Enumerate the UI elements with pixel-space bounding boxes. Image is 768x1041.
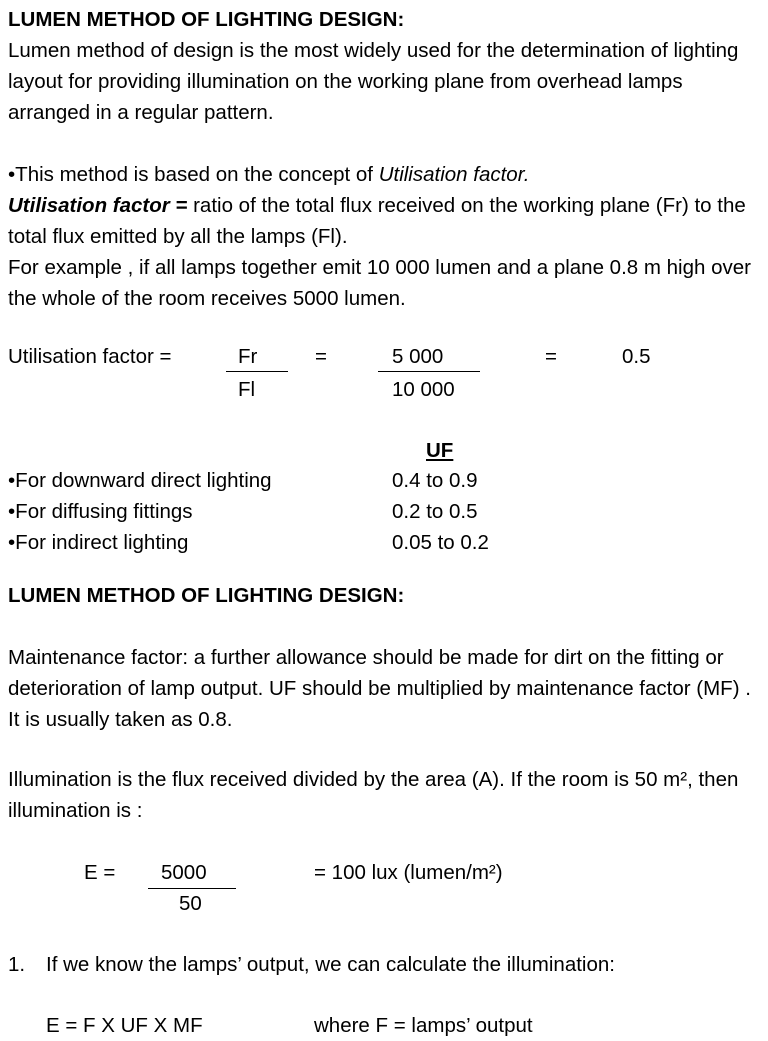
uf-row-value: 0.05 to 0.2	[392, 531, 489, 554]
uf-table-header: UF	[426, 439, 454, 462]
intro-paragraph: Lumen method of design is the most widely used for the determination of lighting layout for providing illumination on the working plane from overhead lamps arranged in a regular pattern.	[8, 39, 739, 124]
formula-left: E = F X UF X MF	[46, 1014, 203, 1037]
uf-eq-num1: Fr	[238, 345, 258, 368]
concept-prefix: •This method is based on the concept of	[8, 163, 379, 186]
uf-term: Utilisation factor =	[8, 194, 188, 217]
document-page	[8, 4, 760, 314]
uf-eq-fraction-line-2	[378, 371, 480, 372]
uf-eq-num2: 5 000	[392, 345, 444, 368]
concept-term: Utilisation factor.	[378, 163, 530, 186]
uf-eq-equals-1: =	[315, 345, 327, 368]
example-paragraph: For example , if all lamps together emit 10 000 lumen and a plane 0.8 m high over the whole of the room receives 5000 lumen.	[8, 256, 751, 310]
uf-eq-den2: 10 000	[392, 378, 455, 401]
e-eq-num: 5000	[161, 861, 207, 884]
e-eq-den: 50	[179, 892, 202, 915]
uf-eq-den1: Fl	[238, 378, 256, 401]
uf-row-label: •For indirect lighting	[8, 531, 189, 554]
formula-right: where F = lamps’ output	[314, 1014, 533, 1037]
uf-eq-label: Utilisation factor =	[8, 345, 172, 368]
maintenance-paragraph: Maintenance factor: a further allowance should be made for dirt on the fitting or deterioration of lamp output. UF should be multiplied by maintenance factor (MF) . It is usually taken as 0.8.	[8, 646, 751, 731]
illumination-paragraph: Illumination is the flux received divided by the area (A). If the room is 50 m², then illumination is :	[8, 768, 739, 822]
uf-eq-fraction-line-1	[226, 371, 288, 372]
uf-row-label: •For downward direct lighting	[8, 469, 272, 492]
section2-heading: LUMEN METHOD OF LIGHTING DESIGN:	[8, 584, 405, 607]
uf-row-label: •For diffusing fittings	[8, 500, 193, 523]
uf-row-value: 0.2 to 0.5	[392, 500, 478, 523]
e-eq-result: = 100 lux (lumen/m²)	[314, 861, 503, 884]
list-text: If we know the lamps’ output, we can calculate the illumination:	[46, 953, 615, 976]
e-eq-label: E =	[84, 861, 116, 884]
uf-row-value: 0.4 to 0.9	[392, 469, 478, 492]
concept-paragraph	[8, 159, 760, 190]
uf-eq-equals-2: =	[545, 345, 557, 368]
section1-heading: LUMEN METHOD OF LIGHTING DESIGN:	[8, 8, 405, 31]
uf-eq-result: 0.5	[622, 345, 651, 368]
uf-definition	[8, 190, 760, 252]
list-number: 1.	[8, 953, 26, 976]
uf-def: ratio of the total flux received on the working plane (Fr) to the total flux emitted by all the lamps (Fl).	[8, 194, 746, 248]
